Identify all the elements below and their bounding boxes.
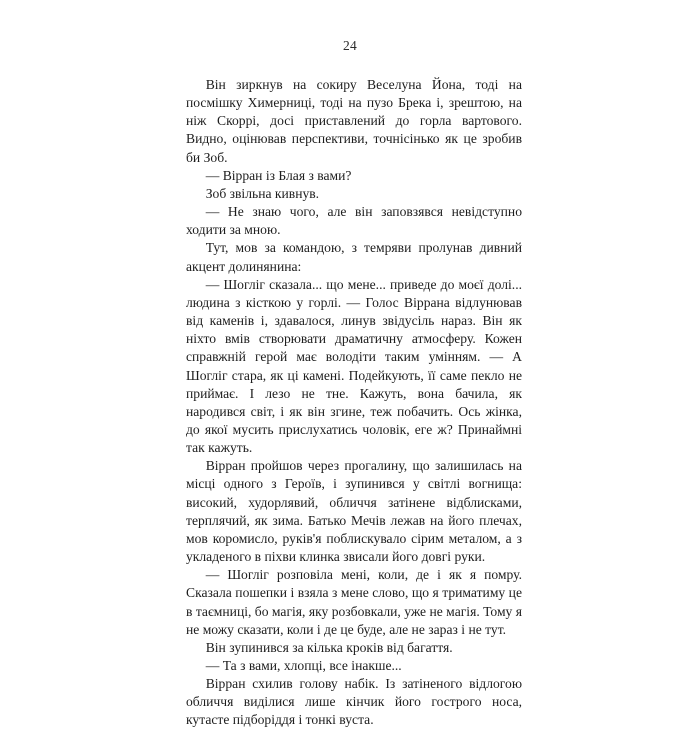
paragraph: Він зиркнув на сокиру Веселуна Йона, тоді на посмішку Химерниці, тоді на пузо Брека і, зрештою, на ніж Скоррі, досі приставлений до горла вартового. Видно, оцінював перспективи, точнісінько як це зробив би Зоб. [186,77,522,165]
paragraph: — Та з вами, хлопці, все інакше... [205,658,402,673]
body-text [186,76,522,730]
paragraph: Тут, мов за командою, з темряви пролунав дивний акцент долинянина: [186,240,522,274]
paragraph: — Не знаю чого, але він заповзявся невідступно ходити за мною. [186,204,522,238]
paragraph: Вірран пройшов через прогалину, що залишилась на місці одного з Героїв, і зупинився у світлі вогнища: високий, худорлявий, обличчя затінене відблисками, терплячий, як зима. Батько Мечів лежав на його плечах, мов коромисло, руків'я поблискувало сірим металом, а з укладеного в піхви клинка звисали його довгі руки. [186,458,522,565]
paragraph: — Шогліг розповіла мені, коли, де і як я помру. Сказала пошепки і взяла з мене слово, що я триматиму це в таємниці, бо магія, яку розбовкали, уже не магія. Тому я не можу сказати, коли і де це буде, але не зараз і не тут. [186,567,522,637]
page-number: 24 [342,38,358,53]
paragraph: Зоб звільна кивнув. [205,185,320,201]
paragraph: — Шогліг сказала... що мене... приведе до моєї долі... людина з кісткою у горлі. — Голос Віррана відлунював від каменів і, здавалося, линув звідусіль нараз. Він як ніхто вмів створювати драматичну атмосферу. Кожен справжній герой має володіти таким умінням. — А Шогліг стара, як ці камені. Подейкують, її саме пекло не приймає. І лезо не тне. Кажуть, вона бачила, як народився світ, і як він згине, теж побачить. Ось жінка, до якої мусить прислухатись чоловік, еге ж? Принаймні так кажуть. [186,276,522,456]
paragraph: Вірран схилив голову набік. Із затіненого відлогою обличчя виділися лише кінчик його гострого носа, кутасте підборіддя і тонкі вуста. [186,676,522,728]
paragraph: — Вірран із Блая з вами? [205,167,352,183]
paragraph: Він зупинився за кілька кроків від багаття. [205,639,453,655]
